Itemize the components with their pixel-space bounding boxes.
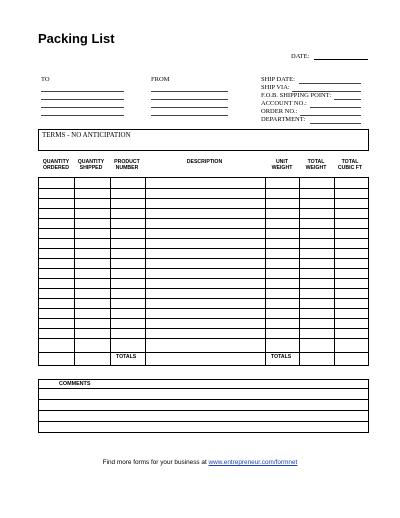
col-header-description: DESCRIPTION <box>186 159 223 165</box>
ship-date-line[interactable] <box>299 83 361 84</box>
department-label: DEPARTMENT: <box>261 116 306 123</box>
page-title: Packing List <box>38 31 115 46</box>
date-field-line[interactable] <box>314 59 368 60</box>
table-row-divider <box>39 268 368 269</box>
table-row-divider <box>39 338 368 339</box>
table-row-divider <box>39 238 368 239</box>
totals-row-divider <box>39 352 368 353</box>
to-line[interactable] <box>41 107 124 108</box>
from-line[interactable] <box>151 115 228 116</box>
table-row-divider <box>39 298 368 299</box>
items-table[interactable] <box>38 177 369 366</box>
table-row-divider <box>39 198 368 199</box>
table-row-divider <box>39 258 368 259</box>
table-row-divider <box>39 208 368 209</box>
comments-line <box>39 421 368 422</box>
column-divider <box>265 178 266 365</box>
col-header-qty-ordered: QUANTITY ORDERED <box>42 159 70 172</box>
to-line[interactable] <box>41 99 124 100</box>
table-row-divider <box>39 188 368 189</box>
totals-label: TOTALS <box>271 354 292 360</box>
comments-line <box>39 410 368 411</box>
table-row-divider <box>39 248 368 249</box>
table-row-divider <box>39 218 368 219</box>
column-divider <box>74 178 75 365</box>
table-row-divider <box>39 278 368 279</box>
footer <box>0 459 400 466</box>
to-line[interactable] <box>41 115 124 116</box>
column-divider <box>145 178 146 365</box>
ship-date-label: SHIP DATE: <box>261 76 295 83</box>
comments-label: COMMENTS <box>59 381 91 387</box>
from-label: FROM <box>151 76 170 83</box>
col-header-total-cubic: TOTAL CUBIC FT <box>337 159 363 172</box>
terms-box <box>38 129 369 151</box>
date-label: DATE: <box>291 53 310 60</box>
column-divider <box>299 178 300 365</box>
totals-label: TOTALS <box>116 354 137 360</box>
ship-via-label: SHIP VIA: <box>261 84 290 91</box>
table-row-divider <box>39 318 368 319</box>
from-line[interactable] <box>151 107 228 108</box>
to-label: TO <box>41 76 50 83</box>
table-row-divider <box>39 288 368 289</box>
col-header-total-weight: TOTAL WEIGHT <box>305 159 327 172</box>
to-line[interactable] <box>41 91 124 92</box>
comments-line <box>39 399 368 400</box>
table-row-divider <box>39 328 368 329</box>
terms-text: TERMS - NO ANTICIPATION <box>42 131 131 139</box>
fob-line[interactable] <box>334 99 361 100</box>
col-header-unit-weight: UNIT WEIGHT <box>271 159 293 172</box>
table-row-divider <box>39 228 368 229</box>
comments-box[interactable] <box>38 379 369 433</box>
table-row-divider <box>39 308 368 309</box>
footer-text: Find more forms for your business at <box>102 459 209 466</box>
col-header-product-number: PRODUCT NUMBER <box>114 159 140 172</box>
account-no-line[interactable] <box>310 107 361 108</box>
department-line[interactable] <box>310 123 361 124</box>
fob-label: F.O.B. SHIPPING POINT: <box>261 92 332 99</box>
footer-link[interactable]: www.entrepreneur.com/formnet <box>208 459 298 466</box>
from-line[interactable] <box>151 91 228 92</box>
column-divider <box>334 178 335 365</box>
order-no-line[interactable] <box>300 115 361 116</box>
account-no-label: ACCOUNT NO.: <box>261 100 307 107</box>
comments-line <box>39 388 368 389</box>
order-no-label: ORDER NO.: <box>261 108 298 115</box>
column-divider <box>110 178 111 365</box>
from-line[interactable] <box>151 99 228 100</box>
col-header-qty-shipped: QUANTITY SHIPPED <box>77 159 105 172</box>
